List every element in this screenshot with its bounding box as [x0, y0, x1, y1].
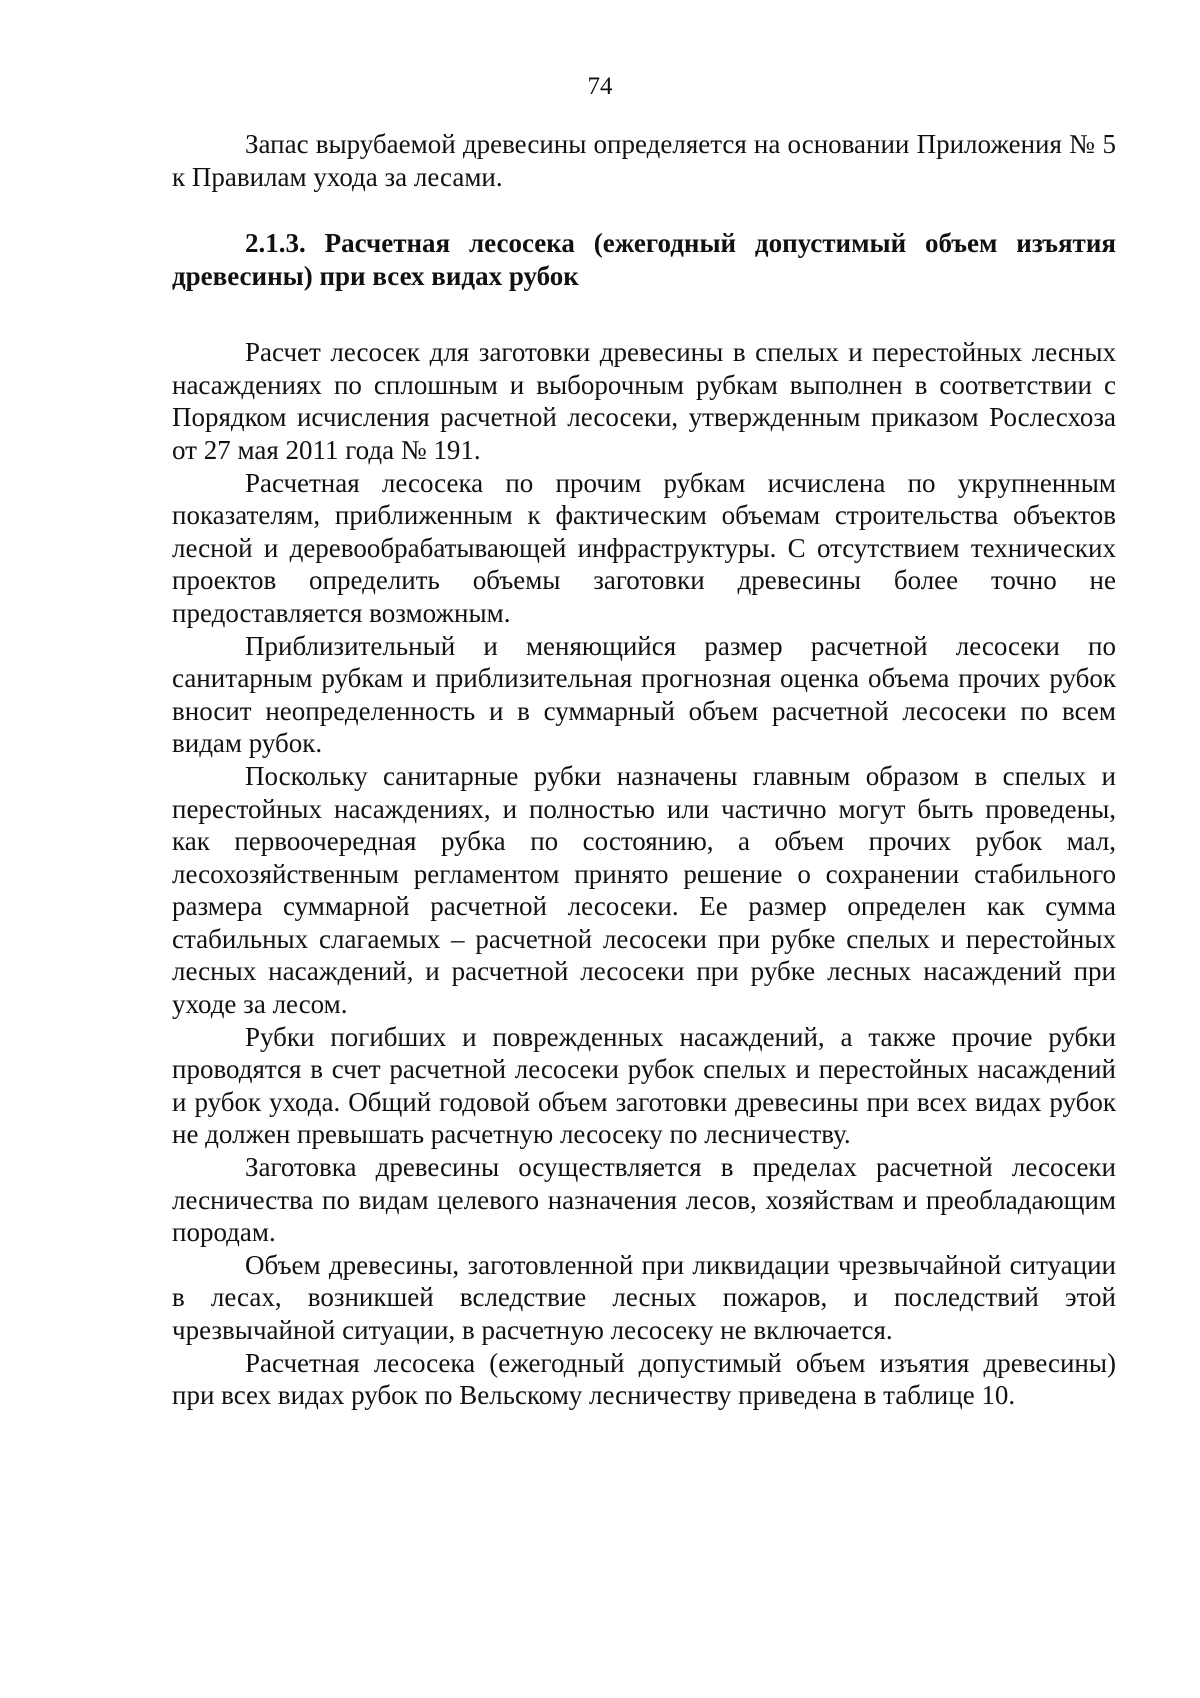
paragraph-harvest-limits: Заготовка древесины осуществляется в пределах расчетной лесосеки лесничества по видам целевого назначения лесов, хозяйствам и преобладающим породам.	[172, 1152, 1116, 1248]
paragraph-stable-size: Поскольку санитарные рубки назначены главным образом в спелых и перестойных насаждениях, и полностью или частично могут быть проведены, как первоочередная рубка по состоянию, а объем прочих рубок мал, лесохозяйственным регламентом принято решение о сохранении стабильного размера суммарной расчетной лесосеки. Ее размер определен как сумма стабильных слагаемых – расчетной лесосеки при рубке спелых и перестойных лесных насаждений, и расчетной лесосеки при рубке лесных насаждений при уходе за лесом.	[172, 760, 1116, 1020]
intro-paragraph: Запас вырубаемой древесины определяется на основании Приложения № 5 к Правилам ухода за лесами.	[172, 129, 1116, 192]
page-content	[172, 128, 1116, 1412]
paragraph-calculation-method: Расчет лесосек для заготовки древесины в спелых и перестойных лесных насаждениях по сплошным и выборочным рубкам выполнен в соответствии с Порядком исчисления расчетной лесосеки, утвержденным приказом Рослесхоза от 27 мая 2011 года № 191.	[172, 337, 1116, 465]
paragraph-emergency: Объем древесины, заготовленной при ликвидации чрезвычайной ситуации в лесах, возникшей вследствие лесных пожаров, и последствий этой чрезвычайной ситуации, в расчетную лесосеку не включается.	[172, 1249, 1116, 1345]
section-heading: 2.1.3. Расчетная лесосека (ежегодный допустимый объем изъятия древесины) при всех видах рубок	[172, 228, 1116, 292]
paragraph-table-reference: Расчетная лесосека (ежегодный допустимый объем изъятия древесины) при всех видах рубок по Вельскому лесничеству приведена в таблице 10.	[172, 1347, 1116, 1411]
page-number: 74	[587, 73, 613, 100]
paragraph-dead-stands: Рубки погибших и поврежденных насаждений, а также прочие рубки проводятся в счет расчетной лесосеки рубок спелых и перестойных насаждений и рубок ухода. Общий годовой объем заготовки древесины при всех видах рубок не должен превышать расчетную лесосеку по лесничеству.	[172, 1021, 1116, 1150]
paragraph-sanitary-cuttings: Приблизительный и меняющийся размер расчетной лесосеки по санитарным рубкам и приблизительная прогнозная оценка объема прочих рубок вносит неопределенность и в суммарный объем расчетной лесосеки по всем видам рубок.	[172, 630, 1116, 759]
paragraph-other-cuttings: Расчетная лесосека по прочим рубкам исчислена по укрупненным показателям, приближенным к фактическим объемам строительства объектов лесной и деревообрабатывающей инфраструктуры. С отсутствием технических проектов определить объемы заготовки древесины более точно не предоставляется возможным.	[172, 467, 1116, 628]
